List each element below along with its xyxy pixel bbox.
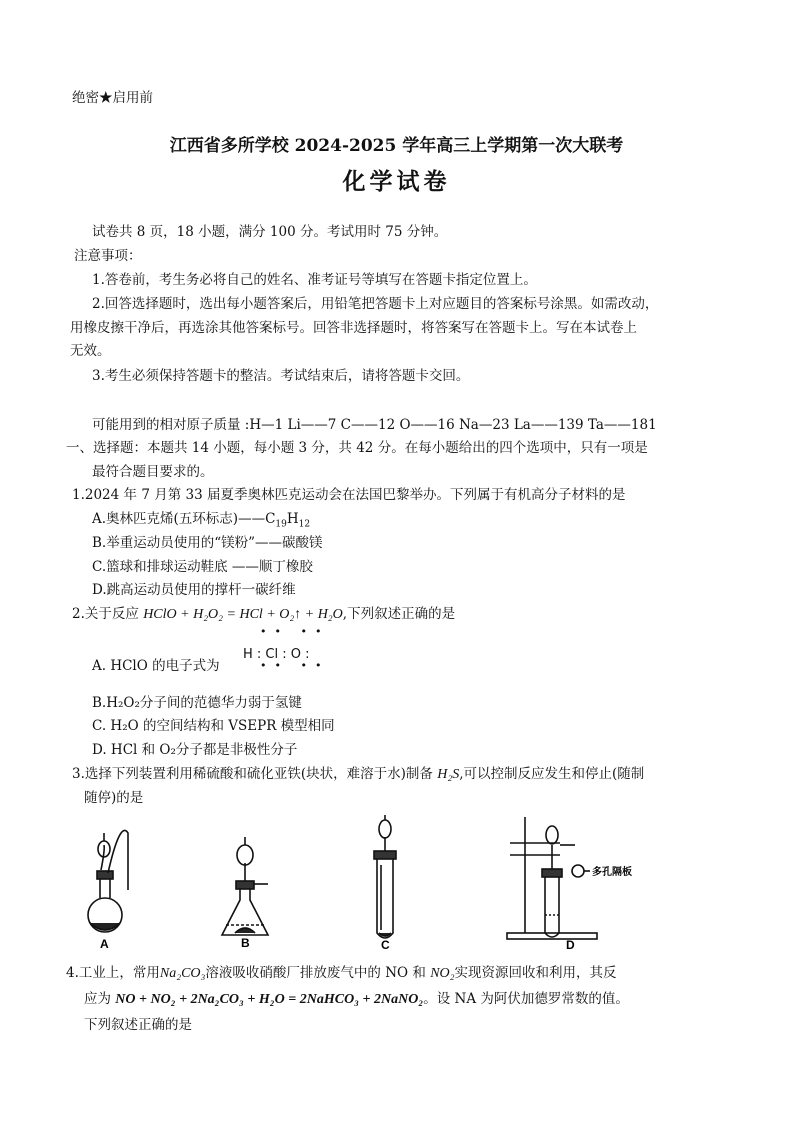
q4-na2co3: Na₂CO₃ [159, 966, 206, 981]
q1-option-a-sub1: 19 [275, 519, 287, 530]
q1-option-a-h: H [286, 511, 299, 527]
q4-line-2 [84, 989, 629, 1010]
q1-option-a-text: A.奥林匹克烯(五环标志)——C [92, 511, 276, 527]
apparatus-label-a: A [100, 937, 109, 951]
q2-stem-prefix: 2.关于反应 [72, 606, 139, 622]
q1-stem: 1.2024 年 7 月第 33 届夏季奥林匹克运动会在法国巴黎举办。下列属于有机高分子材料的是 [72, 487, 626, 503]
q1-option-a [92, 509, 310, 535]
q4-prefix: 4.工业上，常用 [66, 965, 160, 981]
q3-stem-cont: 随停)的是 [84, 790, 144, 806]
q2-option-c: C. H₂O 的空间结构和 VSEPR 模型相同 [92, 718, 335, 734]
q3-apparatus-figure [70, 815, 690, 955]
notice-item-2-cont: 用橡皮擦干净后，再选涂其他答案标号。回答非选择题时，将答案写在答题卡上。写在本试卷上 [70, 320, 637, 336]
q3-stem-suffix: ,可以控制反应发生和停止(随制 [459, 766, 645, 782]
q4-line-3: 下列叙述正确的是 [84, 1017, 192, 1033]
q4-no2: NO₂ [430, 966, 455, 981]
q4-equation: NO + NO₂ + 2Na₂CO₃ + H₂O = 2NaHCO₃ + 2NaNO₂ [115, 992, 424, 1007]
q1-option-b: B.举重运动员使用的“镁粉”——碳酸镁 [92, 535, 323, 551]
apparatus-d [507, 817, 597, 939]
q3-stem [72, 764, 644, 785]
exam-subtitle: 化学试卷 [342, 168, 451, 195]
q2-equation: HClO + H₂O₂ = HCl + O₂↑ + H₂O [143, 607, 343, 622]
notice-item-3: 3.考生必须保持答题卡的整洁。考试结束后，请将答题卡交回。 [92, 368, 470, 384]
q2-stem-suffix: ,下列叙述正确的是 [342, 606, 456, 622]
q3-h2s: H₂S [437, 767, 460, 782]
q4-line-1 [66, 963, 617, 984]
notice-item-2: 2.回答选择题时，选出每小题答案后，用铅笔把答题卡上对应题目的答案标号涂黑。如需改动， [92, 296, 659, 312]
notice-title: 注意事项： [74, 248, 142, 264]
exam-info: 试卷共 8 页，18 小题，满分 100 分。考试用时 75 分钟。 [92, 224, 448, 240]
confidential-mark: 绝密★启用前 [72, 90, 153, 106]
q3-stem-prefix: 3.选择下列装置利用稀硫酸和硫化亚铁(块状，难溶于水)制备 [72, 766, 433, 782]
q2-option-d: D. HCl 和 O₂分子都是非极性分子 [92, 742, 298, 758]
partition-label: 多孔隔板 [592, 867, 632, 878]
notice-item-1: 1.答卷前，考生务必将自己的姓名、准考证号等填写在答题卡指定位置上。 [92, 272, 537, 288]
lewis-formula: H : Cl : O : [243, 647, 310, 662]
apparatus-b [222, 837, 268, 935]
q2-stem [72, 604, 455, 625]
q2-option-b: B.H₂O₂分子间的范德华力弱于氢键 [92, 695, 302, 711]
apparatus-label-b: B [241, 936, 250, 950]
apparatus-label-d: D [566, 938, 575, 952]
section-heading: 一、选择题：本题共 14 小题，每小题 3 分，共 42 分。在每小题给出的四个选项中，只有一项是 [66, 440, 648, 456]
q4-mid: 溶液吸收硝酸厂排放废气中的 NO 和 [205, 965, 426, 981]
q4-line2-suffix: 。设 NA 为阿伏加德罗常数的值。 [423, 991, 629, 1007]
q4-line2-prefix: 应为 [84, 991, 111, 1007]
q1-option-a-sub2: 12 [298, 519, 311, 530]
atomic-masses: 可能用到的相对原子质量 :H—1 Li——7 C——12 O——16 Na—23 La——139 Ta——181 [92, 417, 657, 433]
q4-suffix: 实现资源回收和利用，其反 [454, 965, 617, 981]
section-heading-cont: 最符合题目要求的。 [92, 464, 214, 480]
exam-title: 江西省多所学校 2024-2025 学年高三上学期第一次大联考 [169, 136, 624, 156]
q2-option-a: A. HClO 的电子式为 [92, 658, 220, 674]
apparatus-c [374, 815, 396, 938]
apparatus-label-c: C [381, 938, 390, 952]
q1-option-c: C.篮球和排球运动鞋底 ——顺丁橡胶 [92, 559, 313, 575]
notice-item-2-end: 无效。 [70, 343, 111, 359]
hclo-lewis-structure: •• •• H : Cl : O : •• •• [243, 625, 330, 672]
q1-option-d: D.跳高运动员使用的撑杆一碳纤维 [92, 582, 296, 598]
apparatus-a [88, 830, 128, 932]
